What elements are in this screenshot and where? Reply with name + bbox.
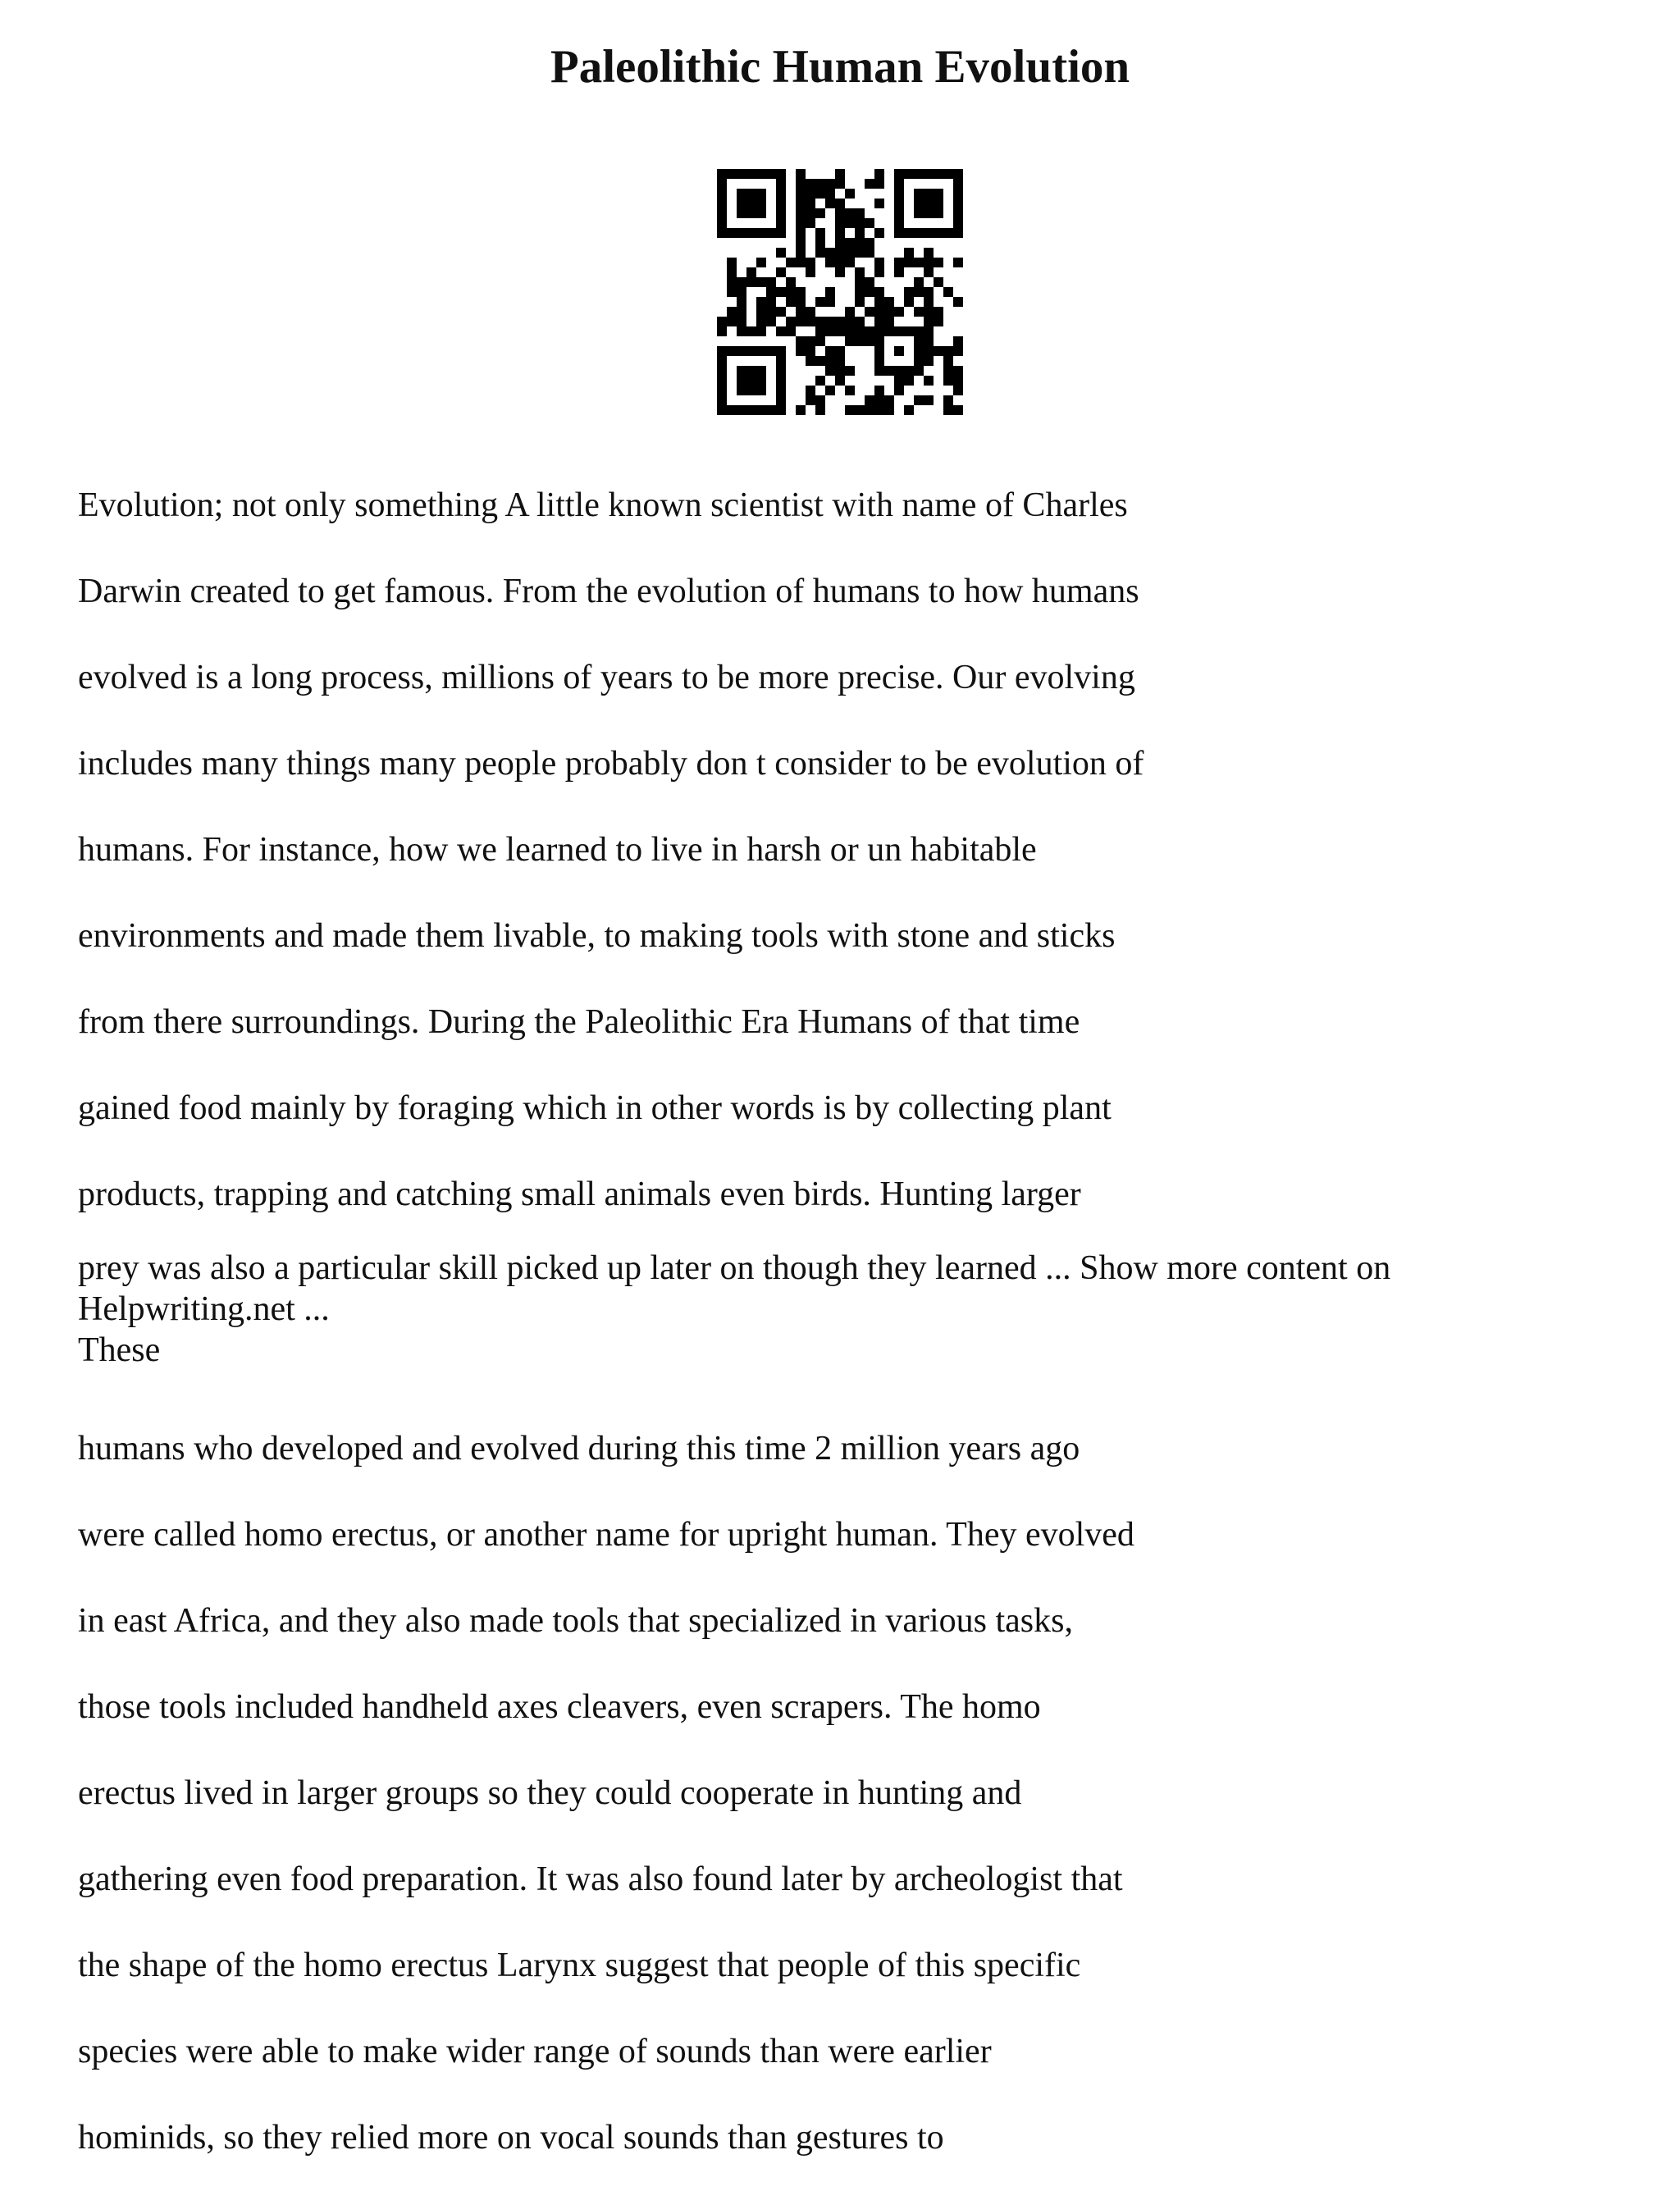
text-line: gained food mainly by foraging which in other words is by collecting plant [78, 1089, 1112, 1127]
text-line: from there surroundings. During the Paleolithic Era Humans of that time [78, 1003, 1080, 1041]
text-line: those tools included handheld axes cleavers, even scrapers. The homo [78, 1688, 1041, 1726]
text-line: Helpwriting.net ... [78, 1290, 330, 1328]
text-line: humans. For instance, how we learned to live in harsh or un habitable [78, 831, 1037, 869]
text-line: environments and made them livable, to making tools with stone and sticks [78, 917, 1116, 955]
text-line: products, trapping and catching small animals even birds. Hunting larger [78, 1175, 1081, 1213]
text-line: species were able to make wider range of sounds than were earlier [78, 2033, 992, 2070]
text-line: humans who developed and evolved during this time 2 million years ago [78, 1430, 1080, 1468]
text-line: Darwin created to get famous. From the evolution of humans to how humans [78, 573, 1139, 610]
text-line: were called homo erectus, or another name for upright human. They evolved [78, 1516, 1134, 1554]
text-line: These [78, 1331, 161, 1369]
text-line: prey was also a particular skill picked up later on though they learned ... Show more content on [78, 1249, 1391, 1287]
text-line: Evolution; not only something A little known scientist with name of Charles [78, 486, 1128, 524]
text-line: includes many things many people probably don t consider to be evolution of [78, 745, 1144, 783]
page-title: Paleolithic Human Evolution [550, 41, 1130, 93]
text-line: in east Africa, and they also made tools that specialized in various tasks, [78, 1602, 1073, 1640]
text-line: the shape of the homo erectus Larynx suggest that people of this specific [78, 1947, 1081, 1984]
text-line: hominids, so they relied more on vocal sounds than gestures to [78, 2119, 944, 2157]
text-line: evolved is a long process, millions of years to be more precise. Our evolving [78, 659, 1135, 696]
text-line: erectus lived in larger groups so they could cooperate in hunting and [78, 1774, 1022, 1812]
essay-body [78, 472, 1637, 2191]
text-line: gathering even food preparation. It was also found later by archeologist that [78, 1860, 1123, 1898]
qr-code-icon [717, 169, 963, 415]
